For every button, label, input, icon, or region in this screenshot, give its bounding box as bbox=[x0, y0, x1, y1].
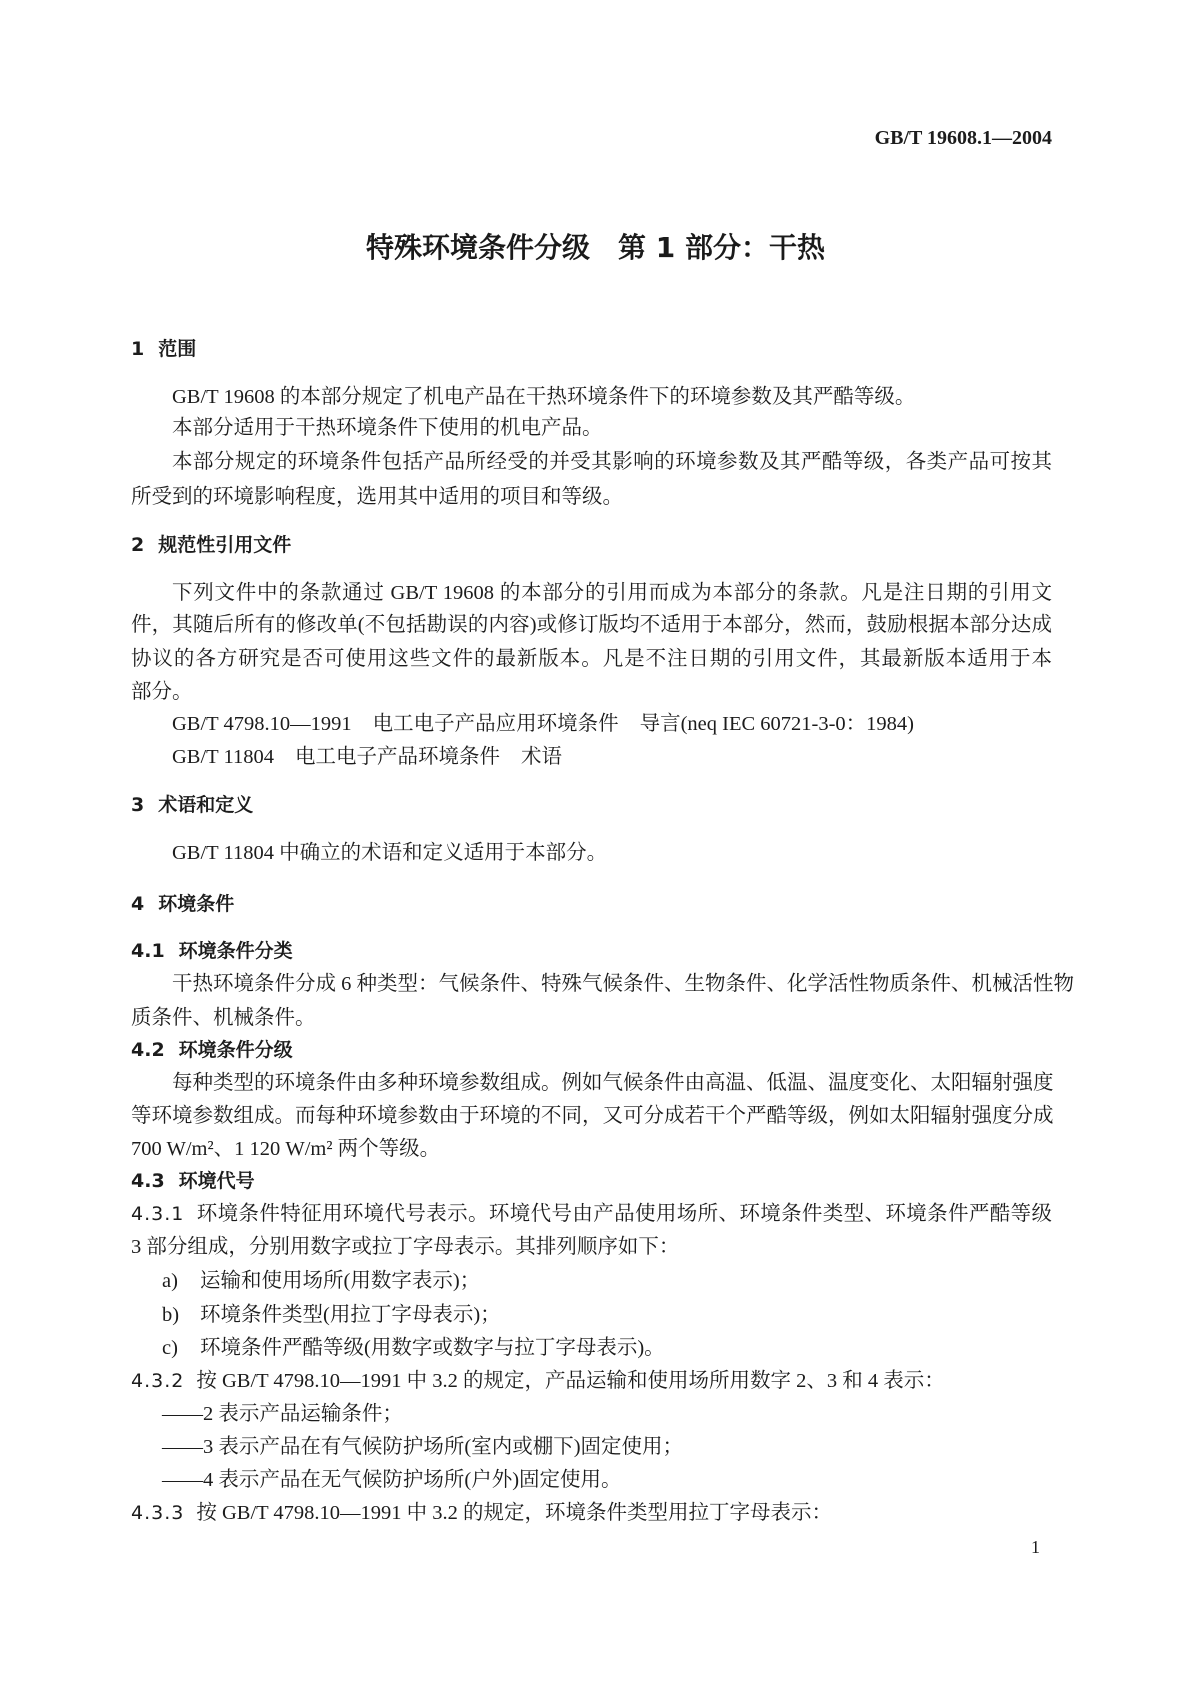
clause-heading-text: 环境代号 bbox=[178, 1170, 255, 1192]
clause-heading-text: 术语和定义 bbox=[158, 794, 254, 816]
clause-number: 2 bbox=[131, 534, 145, 556]
clause-number: 4 bbox=[131, 893, 145, 915]
subclause-4-3-2-line bbox=[131, 1369, 945, 1393]
paragraph-line: 所受到的环境影响程度，选用其中适用的项目和等级。 bbox=[131, 486, 623, 508]
paragraph-line: 等环境参数组成。而每种环境参数由于环境的不同，又可分成若干个严酷等级，例如太阳辐射强度分成 bbox=[131, 1105, 1054, 1127]
reference-title: 电工电子产品环境条件 bbox=[294, 746, 500, 768]
paragraph-line: 下列文件中的条款通过 GB/T 19608 的本部分的引用而成为本部分的条款。凡是注日期的引用文 bbox=[172, 582, 1052, 604]
list-marker: a) bbox=[162, 1270, 178, 1292]
paragraph-line: 3 部分组成，分别用数字或拉丁字母表示。其排列顺序如下： bbox=[131, 1236, 680, 1258]
list-marker: c) bbox=[162, 1337, 178, 1359]
list-item-text: 环境条件严酷等级(用数字或数字与拉丁字母表示)。 bbox=[200, 1337, 665, 1359]
subclause-4-3-3-line bbox=[131, 1501, 832, 1525]
reference-subtitle: 导言(neq IEC 60721-3-0：1984) bbox=[639, 713, 915, 735]
dash-list-item: ——3 表示产品在有气候防护场所(室内或棚下)固定使用； bbox=[162, 1436, 684, 1458]
clause-number: 4.3.1 bbox=[131, 1203, 185, 1225]
paragraph-line: 件，其随后所有的修改单(不包括勘误的内容)或修订版均不适用于本部分，然而，鼓励根据本部分达成 bbox=[131, 614, 1052, 636]
clause-4-heading bbox=[131, 892, 234, 916]
paragraph-text: 按 GB/T 4798.10—1991 中 3.2 的规定，产品运输和使用场所用数字 2、3 和 4 表示： bbox=[196, 1370, 945, 1392]
list-item-text: 运输和使用场所(用数字表示)； bbox=[200, 1270, 481, 1292]
clause-number: 4.3.3 bbox=[131, 1502, 185, 1524]
reference-title: 电工电子产品应用环境条件 bbox=[372, 713, 619, 735]
reference-subtitle: 术语 bbox=[520, 746, 562, 768]
paragraph-line: 700 W/m²、1 120 W/m² 两个等级。 bbox=[131, 1138, 441, 1160]
clause-number: 4.3 bbox=[131, 1170, 165, 1192]
list-item bbox=[162, 1336, 665, 1360]
paragraph-line: 本部分规定的环境条件包括产品所经受的并受其影响的环境参数及其严酷等级，各类产品可按其 bbox=[172, 451, 1052, 473]
paragraph-line: 部分。 bbox=[131, 681, 193, 703]
paragraph-text: 按 GB/T 4798.10—1991 中 3.2 的规定，环境条件类型用拉丁字母表示： bbox=[196, 1502, 833, 1524]
list-item bbox=[162, 1303, 501, 1327]
clause-heading-text: 环境条件 bbox=[158, 893, 235, 915]
paragraph-line: 每种类型的环境条件由多种环境参数组成。例如气候条件由高温、低温、温度变化、太阳辐射强度 bbox=[172, 1072, 1054, 1094]
dash-list-item: ——2 表示产品运输条件； bbox=[162, 1403, 403, 1425]
page-number: 1 bbox=[1031, 1537, 1040, 1557]
reference-code: GB/T 4798.10—1991 bbox=[172, 713, 352, 735]
clause-heading-text: 范围 bbox=[158, 338, 197, 360]
paragraph-text: 环境条件特征用环境代号表示。环境代号由产品使用场所、环境条件类型、环境条件严酷等级 bbox=[196, 1203, 1052, 1225]
subclause-4-3-1-line bbox=[131, 1202, 1052, 1226]
list-marker: b) bbox=[162, 1304, 180, 1326]
standard-code-header: GB/T 19608.1—2004 bbox=[874, 127, 1052, 149]
paragraph-line: 质条件、机械条件。 bbox=[131, 1007, 316, 1029]
clause-number: 1 bbox=[131, 338, 145, 360]
document-title: 特殊环境条件分级 第 1 部分：干热 bbox=[366, 231, 825, 264]
clause-heading-text: 环境条件分级 bbox=[178, 1039, 293, 1061]
clause-number: 4.3.2 bbox=[131, 1370, 185, 1392]
subclause-4-3-heading bbox=[131, 1169, 255, 1193]
clause-3-heading bbox=[131, 793, 253, 817]
paragraph-line: GB/T 19608 的本部分规定了机电产品在干热环境条件下的环境参数及其严酷等级。 bbox=[172, 386, 916, 408]
paragraph-line: 本部分适用于干热环境条件下使用的机电产品。 bbox=[172, 417, 603, 439]
clause-number: 3 bbox=[131, 794, 145, 816]
paragraph-line: 协议的各方研究是否可使用这些文件的最新版本。凡是不注日期的引用文件，其最新版本适用于本 bbox=[131, 648, 1052, 670]
clause-heading-text: 规范性引用文件 bbox=[158, 534, 292, 556]
paragraph-line: GB/T 11804 中确立的术语和定义适用于本部分。 bbox=[172, 842, 608, 864]
clause-heading-text: 环境条件分类 bbox=[178, 940, 293, 962]
clause-2-heading bbox=[131, 533, 291, 557]
clause-number: 4.1 bbox=[131, 940, 165, 962]
reference-item bbox=[172, 712, 914, 736]
reference-item bbox=[172, 745, 562, 769]
subclause-4-2-heading bbox=[131, 1038, 293, 1062]
list-item bbox=[162, 1269, 480, 1293]
reference-code: GB/T 11804 bbox=[172, 746, 274, 768]
clause-number: 4.2 bbox=[131, 1039, 165, 1061]
paragraph-line: 干热环境条件分成 6 种类型：气候条件、特殊气候条件、生物条件、化学活性物质条件、机械活性物 bbox=[172, 973, 1074, 995]
subclause-4-1-heading bbox=[131, 939, 293, 963]
dash-list-item: ——4 表示产品在无气候防护场所(户外)固定使用。 bbox=[162, 1469, 622, 1491]
list-item-text: 环境条件类型(用拉丁字母表示)； bbox=[200, 1304, 501, 1326]
clause-1-heading bbox=[131, 337, 196, 361]
